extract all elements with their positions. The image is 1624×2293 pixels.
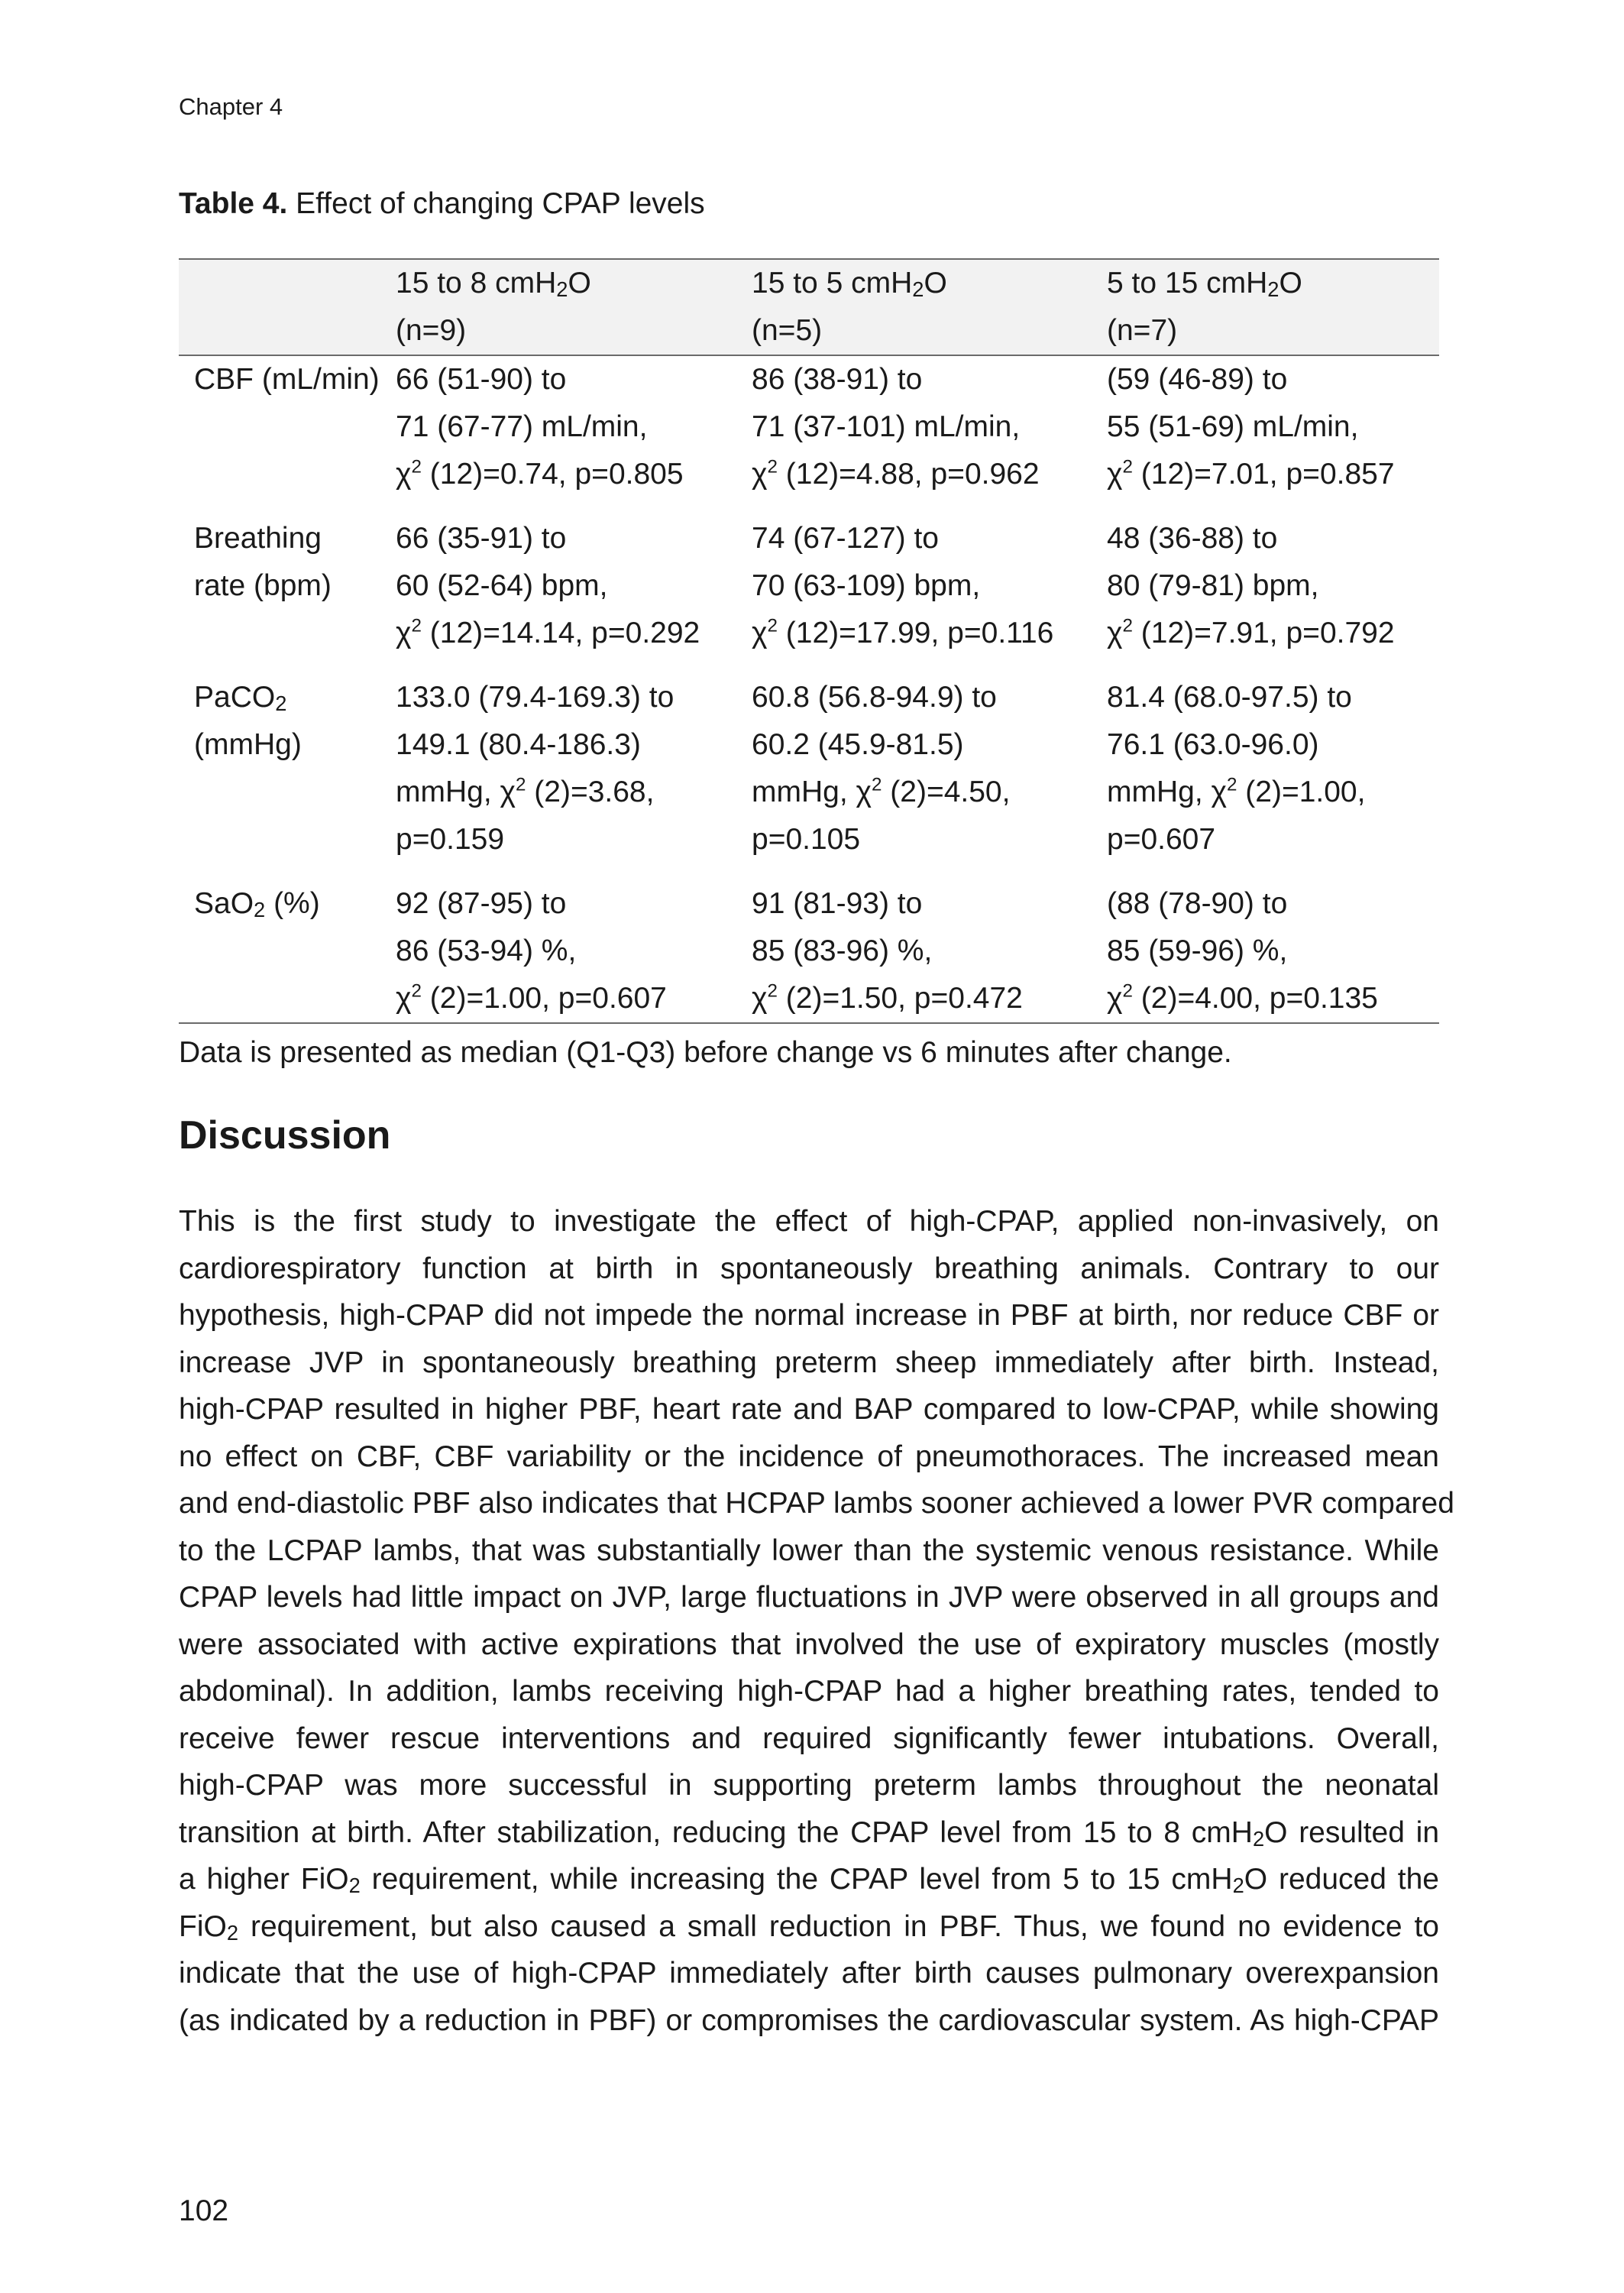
paco2-label: PaCO [194, 681, 276, 714]
row-label-paco2 [179, 674, 396, 863]
cbf-c1-b: 71 (67-77) mL/min, [396, 410, 648, 443]
row-label-cbf [179, 355, 396, 498]
line14-post: O resulted in [1264, 1815, 1440, 1849]
row-spacer [179, 863, 1439, 880]
paco2-c3-b: 76.1 (63.0-96.0) [1107, 728, 1319, 761]
paco2-c2-c-pre: mmHg, [752, 776, 856, 808]
col2-tail: O [924, 267, 947, 300]
paragraph-line: hypothesis, high-CPAP did not impede the normal increase in PBF at birth, nor reduce CBF or [179, 1299, 1439, 1332]
line15-a: a higher FiO [179, 1863, 349, 1896]
chi-square: 2 [1122, 456, 1133, 478]
sao2-c1-c: (2)=1.00, p=0.607 [421, 982, 667, 1015]
table-row-paco2 [179, 674, 1439, 863]
paragraph-line: cardiorespiratory function at birth in spontaneously breathing animals. Contrary to our [179, 1252, 1439, 1285]
cbf-c2-b: 71 (37-101) mL/min, [752, 410, 1021, 443]
sao2-cell-1 [396, 880, 752, 1023]
line15-sub1: 2 [348, 1873, 361, 1897]
chi-square: 2 [515, 774, 526, 795]
sao2-c2-b: 85 (83-96) %, [752, 934, 933, 967]
br-c2-c: (12)=17.99, p=0.116 [777, 617, 1054, 649]
table-caption-text: Effect of changing CPAP levels [287, 187, 705, 220]
line14-sub: 2 [1252, 1826, 1265, 1851]
spacer-cell [179, 657, 1439, 674]
spacer-cell [179, 863, 1439, 880]
chi-symbol: χ [1107, 617, 1123, 649]
row-label-sao2 [179, 880, 396, 1023]
paragraph-line: no effect on CBF, CBF variability or the incidence of pneumothoraces. The increased mean [179, 1440, 1439, 1473]
spacer-cell [179, 498, 1439, 515]
paco2-c3-c-post: (2)=1.00, [1237, 776, 1366, 808]
paragraph-line: high-CPAP resulted in higher PBF, heart rate and BAP compared to low-CPAP, while showing [179, 1393, 1439, 1426]
br-c2-a: 74 (67-127) to [752, 522, 939, 555]
paragraph-line [179, 1903, 1439, 1951]
paco2-c2-b: 60.2 (45.9-81.5) [752, 728, 964, 761]
br-c3-a: 48 (36-88) to [1107, 522, 1278, 555]
discussion-heading: Discussion [179, 1113, 391, 1158]
cbf-cell-2 [752, 355, 1107, 498]
line15-b: requirement, while increasing the CPAP level from 5 to 15 cmH [360, 1863, 1233, 1896]
chi-symbol: χ [752, 617, 768, 649]
chi-square: 2 [1122, 615, 1133, 636]
br-cell-1 [396, 515, 752, 657]
br-label-2: rate (bpm) [194, 569, 332, 602]
sao2-label-post: (%) [265, 887, 320, 920]
paco2-c2-d: p=0.105 [752, 823, 861, 856]
chi-square: 2 [411, 615, 422, 636]
row-spacer [179, 657, 1439, 674]
table-footnote: Data is presented as median (Q1-Q3) before change vs 6 minutes after change. [179, 1036, 1232, 1069]
header-col-5-to-15 [1107, 259, 1439, 355]
col1-n: (n=9) [396, 314, 467, 347]
page-number: 102 [179, 2194, 229, 2227]
br-c3-b: 80 (79-81) bpm, [1107, 569, 1319, 602]
sao2-c3-a: (88 (78-90) to [1107, 887, 1288, 920]
sao2-cell-2 [752, 880, 1107, 1023]
paragraph-line: increase JVP in spontaneously breathing preterm sheep immediately after birth. Instead, [179, 1346, 1439, 1379]
br-c1-c: (12)=14.14, p=0.292 [421, 617, 700, 649]
cbf-c3-a: (59 (46-89) to [1107, 363, 1288, 396]
paco2-cell-1 [396, 674, 752, 863]
col1-tail: O [568, 267, 591, 300]
paragraph-line [179, 1809, 1439, 1857]
paco2-label-sub: 2 [275, 691, 287, 715]
sao2-c2-a: 91 (81-93) to [752, 887, 923, 920]
table-row-cbf [179, 355, 1439, 498]
br-c1-b: 60 (52-64) bpm, [396, 569, 608, 602]
chi-symbol: χ [396, 617, 412, 649]
chi-symbol: χ [396, 458, 412, 491]
paco2-c2-c-post: (2)=4.50, [882, 776, 1011, 808]
line15-c: O reduced the [1244, 1863, 1439, 1896]
col2-change: 15 to 5 cmH [752, 267, 913, 300]
chi-square: 2 [767, 980, 778, 1002]
br-c1-a: 66 (35-91) to [396, 522, 567, 555]
paco2-c1-c-post: (2)=3.68, [526, 776, 655, 808]
paragraph-line: indicate that the use of high-CPAP immediately after birth causes pulmonary overexpansion [179, 1957, 1439, 1990]
cbf-cell-1 [396, 355, 752, 498]
table-row-sao2 [179, 880, 1439, 1023]
line15-sub2: 2 [1232, 1873, 1244, 1897]
cpap-table [179, 258, 1439, 1024]
paco2-c3-d: p=0.607 [1107, 823, 1216, 856]
col3-tail: O [1279, 267, 1302, 300]
header-col-15-to-5 [752, 259, 1107, 355]
paco2-c1-b: 149.1 (80.4-186.3) [396, 728, 641, 761]
paco2-label-2: (mmHg) [194, 728, 302, 761]
chi-square: 2 [767, 615, 778, 636]
line16-b: requirement, but also caused a small reduction in PBF. Thus, we found no evidence to [238, 1909, 1439, 1943]
col1-change: 15 to 8 cmH [396, 267, 557, 300]
table-row-breathing-rate [179, 515, 1439, 657]
paragraph-line: (as indicated by a reduction in PBF) or compromises the cardiovascular system. As high-CPAP [179, 2003, 1439, 2037]
sao2-label-sub: 2 [254, 897, 266, 921]
chi-square: 2 [1226, 774, 1237, 795]
sao2-c1-a: 92 (87-95) to [396, 887, 567, 920]
chi-symbol: χ [752, 982, 768, 1015]
br-c3-c: (12)=7.91, p=0.792 [1132, 617, 1395, 649]
col1-sub: 2 [556, 277, 568, 301]
cbf-cell-3 [1107, 355, 1439, 498]
chi-symbol: χ [752, 458, 768, 491]
cbf-label: CBF (mL/min) [194, 363, 380, 396]
br-label-1: Breathing [194, 522, 322, 555]
paco2-cell-3 [1107, 674, 1439, 863]
sao2-c2-c: (2)=1.50, p=0.472 [777, 982, 1023, 1015]
cbf-c3-b: 55 (51-69) mL/min, [1107, 410, 1359, 443]
paragraph-line: CPAP levels had little impact on JVP, large fluctuations in JVP were observed in all groups and [179, 1581, 1439, 1614]
table-header-row [179, 259, 1439, 355]
chi-symbol: χ [1211, 776, 1227, 808]
chi-square: 2 [871, 774, 882, 795]
paco2-c1-a: 133.0 (79.4-169.3) to [396, 681, 675, 714]
br-cell-2 [752, 515, 1107, 657]
cbf-c1-c: (12)=0.74, p=0.805 [421, 458, 684, 491]
paco2-c3-c-pre: mmHg, [1107, 776, 1212, 808]
sao2-c3-b: 85 (59-96) %, [1107, 934, 1288, 967]
table-caption-label: Table 4. [179, 187, 288, 220]
header-empty-cell [179, 259, 396, 355]
sao2-c3-c: (2)=4.00, p=0.135 [1132, 982, 1378, 1015]
cbf-c2-a: 86 (38-91) to [752, 363, 923, 396]
paragraph-line: to the LCPAP lambs, that was substantially lower than the systemic venous resistance. While [179, 1534, 1439, 1567]
cbf-c3-c: (12)=7.01, p=0.857 [1132, 458, 1395, 491]
col3-change: 5 to 15 cmH [1107, 267, 1268, 300]
row-label-breathing-rate [179, 515, 396, 657]
chi-symbol: χ [1107, 982, 1123, 1015]
chi-symbol: χ [856, 776, 872, 808]
line16-sub: 2 [226, 1920, 239, 1945]
paco2-c2-a: 60.8 (56.8-94.9) to [752, 681, 997, 714]
paco2-c3-a: 81.4 (68.0-97.5) to [1107, 681, 1352, 714]
chi-square: 2 [1122, 980, 1133, 1002]
col3-sub: 2 [1267, 277, 1279, 301]
paragraph-line: This is the first study to investigate the effect of high-CPAP, applied non-invasively, on [179, 1205, 1439, 1238]
chi-square: 2 [411, 456, 422, 478]
paragraph-line: were associated with active expirations that involved the use of expiratory muscles (mostly [179, 1627, 1439, 1661]
cbf-c1-a: 66 (51-90) to [396, 363, 567, 396]
paco2-c1-d: p=0.159 [396, 823, 505, 856]
paco2-cell-2 [752, 674, 1107, 863]
chi-symbol: χ [396, 982, 412, 1015]
paco2-c1-c-pre: mmHg, [396, 776, 500, 808]
sao2-c1-b: 86 (53-94) %, [396, 934, 577, 967]
header-col-15-to-8 [396, 259, 752, 355]
paragraph-line: abdominal). In addition, lambs receiving high-CPAP had a higher breathing rates, tended to [179, 1675, 1439, 1708]
sao2-cell-3 [1107, 880, 1439, 1023]
col3-n: (n=7) [1107, 314, 1178, 347]
paragraph-line: receive fewer rescue interventions and required significantly fewer intubations. Overall, [179, 1721, 1439, 1755]
col2-sub: 2 [912, 277, 924, 301]
row-spacer [179, 498, 1439, 515]
paragraph-line [179, 1856, 1439, 1903]
chi-square: 2 [767, 456, 778, 478]
line14-pre: transition at birth. After stabilization, reducing the CPAP level from 15 to 8 cmH [179, 1815, 1253, 1849]
table-caption [179, 187, 705, 221]
br-cell-3 [1107, 515, 1439, 657]
chi-symbol: χ [500, 776, 516, 808]
paragraph-line: high-CPAP was more successful in supporting preterm lambs throughout the neonatal [179, 1769, 1439, 1802]
paragraph-line: and end-diastolic PBF also indicates that HCPAP lambs sooner achieved a lower PVR compared [179, 1487, 1454, 1520]
chi-symbol: χ [1107, 458, 1123, 491]
cbf-c2-c: (12)=4.88, p=0.962 [777, 458, 1040, 491]
running-header: Chapter 4 [179, 93, 283, 120]
br-c2-b: 70 (63-109) bpm, [752, 569, 981, 602]
col2-n: (n=5) [752, 314, 823, 347]
sao2-label: SaO [194, 887, 254, 920]
chi-square: 2 [411, 980, 422, 1002]
line16-a: FiO [179, 1909, 227, 1943]
discussion-paragraph [179, 1198, 1454, 2044]
